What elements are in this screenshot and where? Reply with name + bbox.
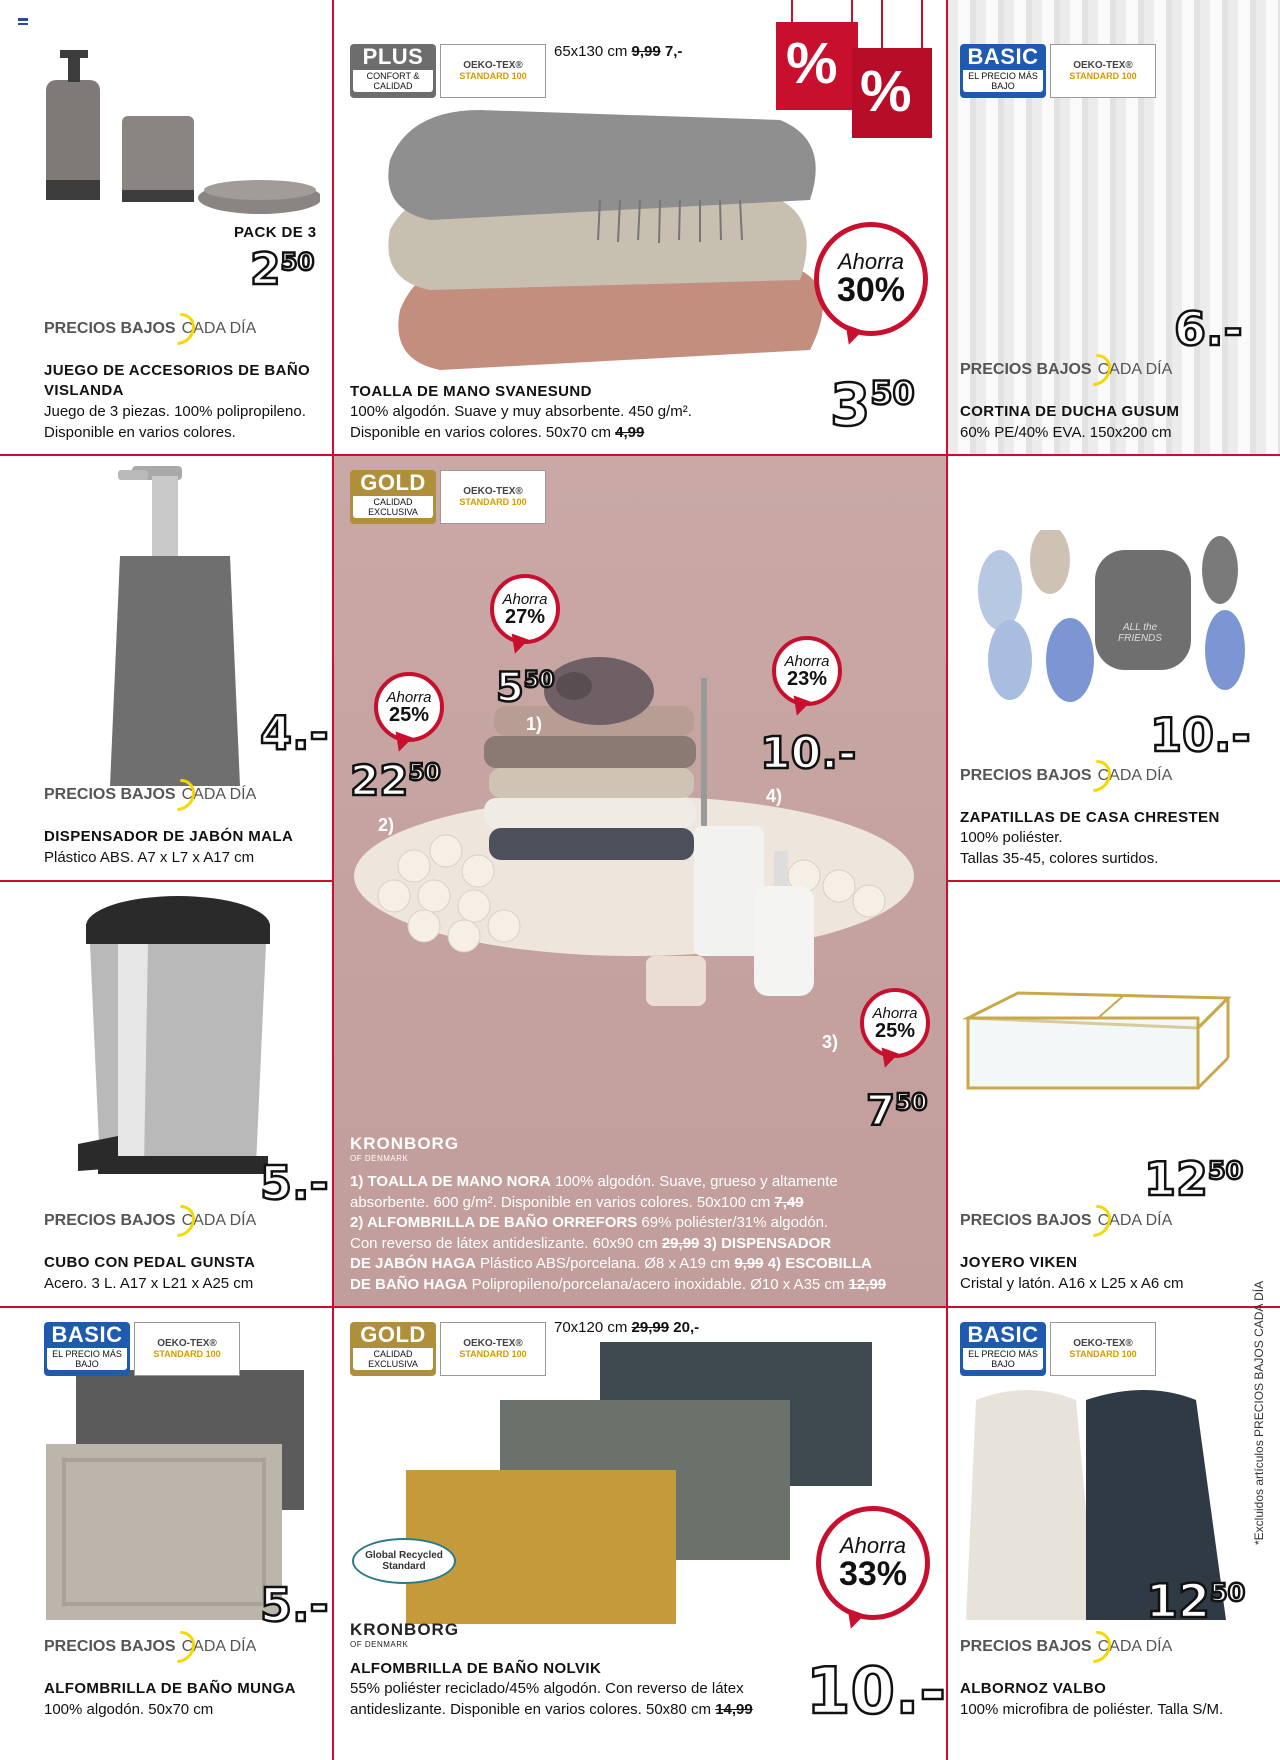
chresten-price: 10.- [1150,708,1251,762]
munga-desc1: 100% algodón. 50x70 cm [44,1701,214,1718]
svanesund-badges [350,44,546,98]
basic-badge: BASIC EL PRECIO MÁS BAJO [960,1322,1046,1376]
vislanda-pack: PACK DE 3 [234,224,317,241]
oeko-tex-badge: OEKO-TEX® STANDARD 100 [440,1322,546,1376]
gunsta-title: CUBO CON PEDAL GUNSTA [44,1254,256,1271]
item4-price: 10.- [760,728,857,779]
gusum-badges [960,44,1156,98]
svanesund-price: $3^{50}$ [830,371,915,439]
oeko-tex-badge: OEKO-TEX® STANDARD 100 [440,44,546,98]
gold-badge: GOLD CALIDAD EXCLUSIVA [350,1322,436,1376]
vislanda-desc1: Juego de 3 piezas. 100% polipropileno. [44,403,306,420]
munga-title: ALFOMBRILLA DE BAÑO MUNGA [44,1680,296,1697]
side-disclaimer: *Excluidos artículos PRECIOS BAJOS CADA DÍA [1252,1280,1266,1545]
plus-badge: PLUS CONFORT & CALIDAD [350,44,436,98]
kronborg-set-desc: 1) TOALLA DE MANO NORA 100% algodón. Suave, grueso y altamente absorbente. 600 g/m². Disponible en varios colores. 50x100 cm 7,49 2) ALFOMBRILLA DE BAÑO ORREFORS 69% poliéster/31% algodón. Con reverso de látex antideslizante. 60x90 cm 29,99 3) DISPENSADOR DE JABÓN HAGA Plástico ABS/porcelana. Ø8 x A19 cm 9,99 4) ESCOBILLA DE BAÑO HAGA Polipropileno/porcelana/acero inoxidable. Ø10 x A35 cm 12,99 [350,1173,887,1293]
nolvik-save-bubble: Ahorra 33% [816,1506,930,1620]
chresten-desc2: Tallas 35-45, colores surtidos. [960,850,1159,867]
item1-number: 1) [526,714,543,734]
kronborg-logo: KRONBORG OF DENMARK [350,1620,460,1649]
kronborg-set-badges [350,470,546,524]
viken-title: JOYERO VIKEN [960,1254,1078,1271]
gunsta-price: 5.- [260,1156,329,1210]
item2-number: 2) [378,815,395,835]
svanesund-save-bubble: Ahorra 30% [814,222,928,336]
kronborg-logo: KRONBORG OF DENMARK [350,1134,460,1163]
nolvik-top-price: 70x120 cm 29,99 20,- [554,1319,700,1336]
valbo-title: ALBORNOZ VALBO [960,1680,1107,1697]
svanesund-top-price: 65x130 cm 9,99 7,- [554,43,683,60]
vislanda-desc2: Disponible en varios colores. [44,424,236,441]
valbo-precios-bajos: PRECIOS BAJOS CADA DÍA [960,1638,1172,1656]
svanesund-title: TOALLA DE MANO SVANESUND [350,383,592,400]
item2-save-bubble: Ahorra 25% [374,672,444,742]
vislanda-title: JUEGO DE ACCESORIOS DE BAÑO VISLANDA [44,362,311,399]
viken-price: $12^{50}$ [1144,1152,1244,1206]
munga-price: 5.- [260,1578,329,1632]
gusum-desc1: 60% PE/40% EVA. 150x200 cm [960,424,1172,441]
mala-desc1: Plástico ABS. A7 x L7 x A17 cm [44,849,255,866]
divider-h3 [0,1306,1280,1308]
nolvik-price: 10.- [806,1655,946,1729]
svanesund-desc2: Disponible en varios colores. 50x70 cm 4,99 [350,424,645,441]
divider-h2b [946,880,1280,882]
viken-photo [958,988,1238,1108]
gusum-price: 6.- [1174,302,1243,356]
gusum-title: CORTINA DE DUCHA GUSUM [960,403,1180,420]
svanesund-desc1: 100% algodón. Suave y muy absorbente. 450 g/m². [350,403,692,420]
chresten-title: ZAPATILLAS DE CASA CHRESTEN [960,809,1220,826]
basic-badge: BASIC EL PRECIO MÁS BAJO [960,44,1046,98]
grs-logo [352,1538,456,1584]
chresten-precios-bajos: PRECIOS BAJOS CADA DÍA [960,767,1172,785]
valbo-badges [960,1322,1156,1376]
viken-precios-bajos: PRECIOS BAJOS CADA DÍA [960,1212,1172,1230]
munga-precios-bajos: PRECIOS BAJOS CADA DÍA [44,1638,256,1656]
divider-h2a [0,880,334,882]
nolvik-badges [350,1322,546,1376]
gunsta-desc1: Acero. 3 L. A17 x L21 x A25 cm [44,1275,254,1292]
grs-text: Global Recycled Standard [365,1550,443,1572]
slipper-print: ALL the FRIENDS [1118,622,1162,644]
oeko-tex-badge: OEKO-TEX® STANDARD 100 [1050,1322,1156,1376]
gusum-precios-bajos: PRECIOS BAJOS CADA DÍA [960,361,1172,379]
mala-precios-bajos: PRECIOS BAJOS CADA DÍA [44,786,256,804]
nolvik-title: ALFOMBRILLA DE BAÑO NOLVIK [350,1660,602,1677]
percent-tag-2: % [860,59,912,124]
vislanda-photo [30,40,320,220]
viken-desc1: Cristal y latón. A16 x L25 x A6 cm [960,1275,1184,1292]
valbo-desc1: 100% microfibra de poliéster. Talla S/M. [960,1701,1224,1718]
percent-tag-1: % [786,31,838,96]
item3-number: 3) [822,1032,839,1052]
mala-title: DISPENSADOR DE JABÓN MALA [44,828,294,845]
chresten-desc1: 100% poliéster. [960,829,1063,846]
item4-save-bubble: Ahorra 23% [772,636,842,706]
oeko-tex-badge: OEKO-TEX® STANDARD 100 [134,1322,240,1376]
oeko-tex-badge: OEKO-TEX® STANDARD 100 [440,470,546,524]
basic-badge: BASIC EL PRECIO MÁS BAJO [44,1322,130,1376]
vislanda-precios-bajos: PRECIOS BAJOS CADA DÍA [44,320,256,338]
nolvik-desc1: 55% poliéster reciclado/45% algodón. Con reverso de látex [350,1680,744,1697]
gunsta-photo [78,896,298,1196]
item1-price: $5^{50}$ [496,665,555,711]
vislanda-price: $2^{50}$ [250,244,315,295]
item4-number: 4) [766,786,783,806]
gunsta-precios-bajos: PRECIOS BAJOS CADA DÍA [44,1212,256,1230]
mala-price: 4.- [260,706,329,760]
nolvik-desc2: antideslizante. Disponible en varios colores. 50x80 cm 14,99 [350,1701,753,1718]
item2-price: $22^{50}$ [350,756,441,805]
divider-h1 [0,454,1280,456]
item3-save-bubble: Ahorra 25% [860,988,930,1058]
item1-save-bubble: Ahorra 27% [490,574,560,644]
valbo-price: $12^{50}$ [1146,1574,1246,1628]
oeko-tex-badge: OEKO-TEX® STANDARD 100 [1050,44,1156,98]
gold-badge: GOLD CALIDAD EXCLUSIVA [350,470,436,524]
mala-photo [90,466,270,796]
item3-price: $7^{50}$ [866,1086,928,1135]
munga-badges [44,1322,240,1376]
